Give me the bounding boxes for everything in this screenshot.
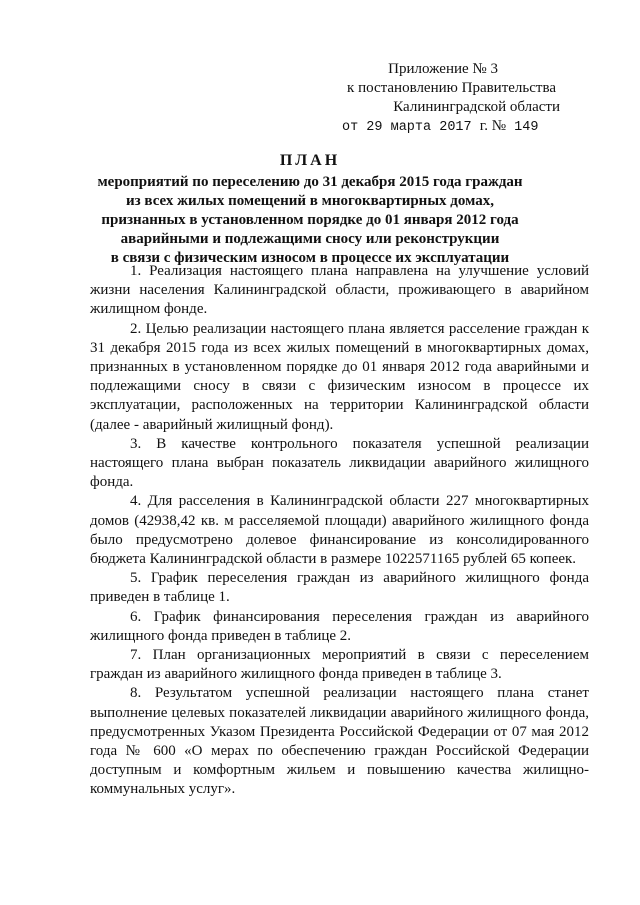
title-line: из всех жилых помещений в многоквартирных домах, bbox=[126, 193, 494, 209]
paragraph: 2. Целью реализации настоящего плана является расселение граждан к 31 декабря 2015 года из всех жилых помещений в многоквартирных домах, признанных в установленном порядке до 01 января 2012 года аварийными и подлежащими сносу в связи с физическим износом в процессе их эксплуатации, расположенных на территории Калининградской области (далее - аварийный жилищный фонд). bbox=[90, 320, 589, 433]
attachment-date: от 29 марта 2017 bbox=[342, 120, 472, 135]
attachment-header bbox=[340, 60, 570, 137]
attachment-number: Приложение № 3 bbox=[388, 61, 498, 77]
paragraph: 7. План организационных мероприятий в связи с переселением граждан из аварийного жилищного фонда приведен в таблице 3. bbox=[90, 647, 589, 683]
paragraph: 1. Реализация настоящего плана направлена на улучшение условий жизни населения Калининградской области, проживающего в аварийном жилищном фонде. bbox=[90, 263, 589, 318]
paragraph: 8. Результатом успешной реализации настоящего плана станет выполнение целевых показателей ликвидации аварийного жилищного фонда, предусмотренных Указом Президента Российской Федерации от 07 мая 2012 года № 600 «О мерах по обеспечению граждан Российской Федерации доступным и комфортным жильем и повышению качества жилищно-коммунальных услуг». bbox=[90, 685, 589, 798]
paragraph: 3. В качестве контрольного показателя успешной реализации настоящего плана выбран показатель ликвидации аварийного жилищного фонда. bbox=[90, 435, 589, 491]
document-title bbox=[90, 151, 530, 268]
attachment-date-line bbox=[340, 117, 570, 137]
attachment-region: Калининградской области bbox=[393, 99, 560, 115]
attachment-decree-number: 149 bbox=[514, 120, 539, 135]
attachment-decree: к постановлению Правительства bbox=[347, 80, 556, 96]
plan-heading: ПЛАН bbox=[279, 152, 341, 169]
document-body bbox=[90, 262, 589, 800]
title-line: в связи с физическим износом в процессе их эксплуатации bbox=[110, 250, 510, 266]
attachment-date-suffix: г. № bbox=[479, 118, 507, 134]
paragraph: 6. График финансирования переселения граждан из аварийного жилищного фонда приведен в таблице 2. bbox=[90, 608, 589, 644]
paragraph: 4. Для расселения в Калининградской области 227 многоквартирных домов (42938,42 кв. м расселяемой площади) аварийного жилищного фонда было предусмотрено долевое финансирование из консолидированного бюджета Калининградской области в размере 1022571165 рублей 65 копеек. bbox=[90, 493, 589, 568]
title-line: признанных в установленном порядке до 01 января 2012 года bbox=[101, 212, 519, 228]
paragraph: 5. График переселения граждан из аварийного жилищного фонда приведен в таблице 1. bbox=[90, 570, 589, 606]
title-line: мероприятий по переселению до 31 декабря 2015 года граждан bbox=[97, 174, 523, 190]
title-line: аварийными и подлежащими сносу или реконструкции bbox=[120, 231, 500, 247]
